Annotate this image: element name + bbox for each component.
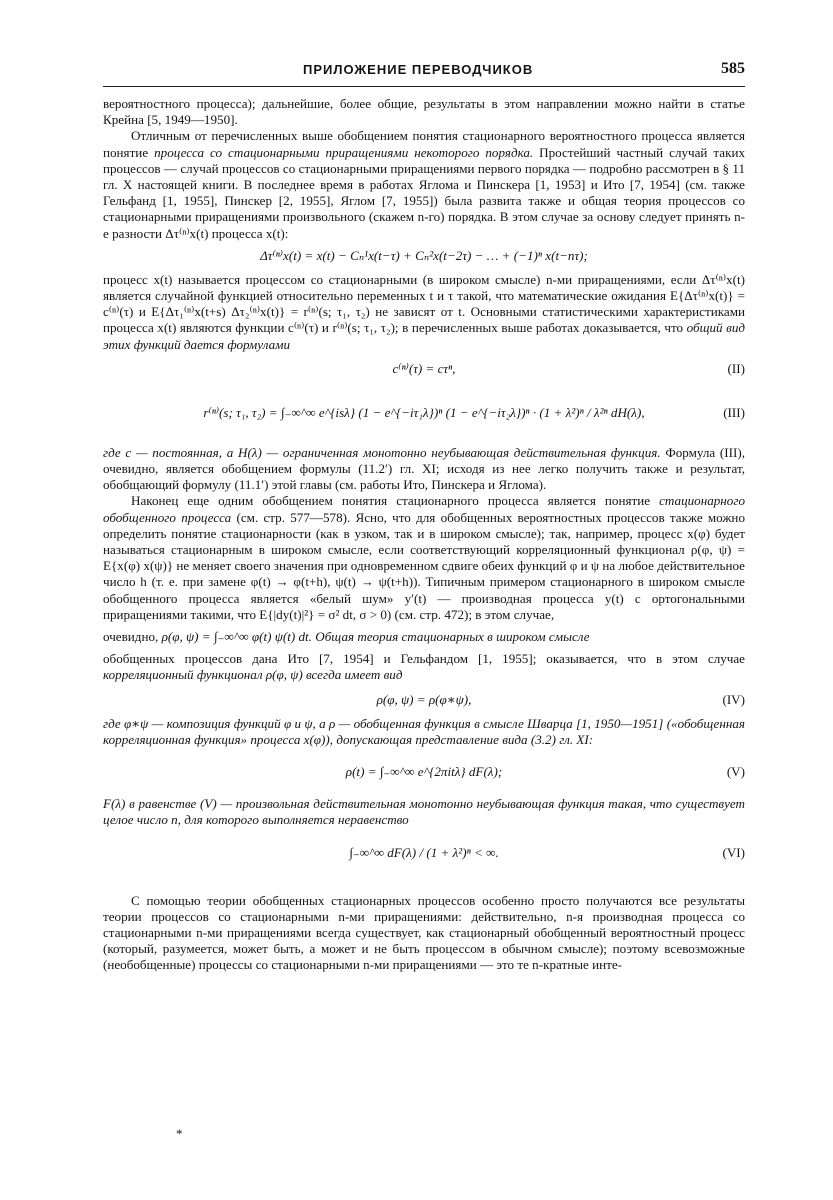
spacer	[103, 877, 745, 893]
paragraph-3-text: процесс x(t) называется процессом со стационарными (в широком смысле) n-ми приращениями, если Δτ⁽ⁿ⁾x(t) является случайной функцией относительно переменных t и τ такой, что математические ожидания E{Δτ⁽ⁿ⁾x(t)} = c⁽ⁿ⁾(τ) и E{Δτ₁⁽ⁿ⁾x(t+s) Δτ₂⁽ⁿ⁾x(t)} = r⁽ⁿ⁾(s; τ₁, τ₂) не зависят от t. Основными статистическими характеристиками процесса x(t) являются функции c⁽ⁿ⁾(τ) и r⁽ⁿ⁾(s; τ₁, τ₂); в перечисленных выше работах доказывается, что	[103, 271, 745, 336]
paragraph-5-inline-line	[103, 629, 745, 645]
paragraph-5-evidently: очевидно,	[103, 629, 159, 645]
paragraph-5-start: Наконец еще одним обобщением понятия стационарного процесса является понятие	[131, 493, 651, 509]
formula-v-row	[103, 752, 745, 792]
footer-mark: *	[176, 1126, 183, 1141]
paragraph-4	[103, 445, 745, 494]
formula-vi-row	[103, 833, 745, 873]
paragraph-5-body: (см. стр. 577—578). Ясно, что для обобщенных вероятностных процессов также можно определить понятие стационарности (как в узком, так и в широком смысле); так, например, процесс x(φ) будет называться стационарным в широком смысле, если соответствующий корреляционный функционал ρ(φ, ψ) = E{x(φ) x(ψ)} не меняет своего значения при одновременном сдвиге обеих функций φ и ψ на любое действительное число h (т. е. при замене φ(t) → φ(t+h), ψ(t) → ψ(t+h)). Типичным примером стационарного в широком смысле обобщенного процесса является «белый шум» y′(t) — производная процесса y(t) с ортогональными приращениями такими, что E{|dy(t)|²} = σ² dt, σ > 0) (см. стр. 472); в этом случае,	[103, 509, 745, 622]
paragraph-2-start: Отличным от перечисленных выше обобщением понятия стационарного вероятностного процесса является понятие	[103, 128, 745, 160]
formula-iv-row	[103, 688, 745, 712]
paragraph-4-emphasis: где c — постоянная, а H(λ) — ограниченная монотонно неубывающая действительная функция.	[103, 444, 661, 460]
equation-number-iii: (III)	[723, 404, 745, 420]
formula-v: ρ(t) = ∫₋∞^∞ e^{2πitλ} dF(λ);	[345, 764, 503, 780]
paragraph-5-emphasis-2: Общая теория стационарных в широком смысле	[315, 629, 590, 645]
paragraph-5-emphasis: стационарного обобщенного процесса	[103, 493, 745, 525]
paragraph-2	[103, 128, 745, 241]
paragraph-3	[103, 272, 745, 353]
paragraph-5-tail: обобщенных процессов дана Ито [7, 1954] и Гельфандом [1, 1955]; оказывается, что в этом случае	[103, 651, 745, 667]
formula-difference: Δτ⁽ⁿ⁾x(t) = x(t) − Cₙ¹x(t−τ) + Cₙ²x(t−2τ) − … + (−1)ⁿ x(t−nτ);	[260, 247, 588, 263]
paragraph-2-emphasis: процесса со стационарными приращениями некоторого порядка.	[154, 144, 534, 160]
paragraph-8: С помощью теории обобщенных стационарных процессов особенно просто получаются все результаты теории процессов со стационарными n-ми приращениями: действительно, n-я производная процесса со стационарными n-ми приращениями всегда существует, как стационарный обобщенный вероятностный процесс (который, разумеется, может быть, а может и не быть процессом в обычном смысле); поэтому всевозможные (необобщенные) процессы со стационарными n-ми приращениями — это те n-кратные инте-	[103, 892, 745, 973]
formula-iii: r⁽ⁿ⁾(s; τ₁, τ₂) = ∫₋∞^∞ e^{isλ} (1 − e^{−iτ₁λ})ⁿ (1 − e^{−iτ₂λ})ⁿ · (1 + λ²)ⁿ / λ²ⁿ dH(λ),	[203, 404, 645, 420]
main-text	[103, 96, 745, 974]
paragraph-1: вероятностного процесса); дальнейшие, более общие, результаты в этом направлении можно найти в статье Крейна [5, 1949—1950].	[103, 96, 745, 128]
paragraph-6: где φ∗ψ — композиция функций φ и ψ, а ρ — обобщенная функция в смысле Шварца [1, 1950—1951] («обобщенная корреляционная функция» процесса x(φ)), допускающая представление вида (3.2) гл. XI:	[103, 715, 745, 747]
page-number: 585	[721, 60, 745, 77]
running-header	[103, 60, 745, 87]
equation-number-iv: (IV)	[722, 691, 745, 707]
paragraph-5-end	[103, 651, 745, 683]
paragraph-3-emphasis: общий вид этих функций дается формулами	[103, 320, 745, 352]
paragraph-4-text: Формула (III), очевидно, является обобщением формулы (11.2′) гл. XI; исходя из нее легко получить также и результат, обобщающий формулу (11.1′) этой главы (см. работы Ито, Пинскера и Яглома).	[103, 444, 745, 493]
formula-iv: ρ(φ, ψ) = ρ(φ∗ψ),	[376, 691, 472, 707]
equation-number-vi: (VI)	[722, 844, 745, 860]
equation-number-v: (V)	[726, 764, 745, 780]
running-title: ПРИЛОЖЕНИЕ ПЕРЕВОДЧИКОВ	[303, 62, 534, 77]
formula-ii: c⁽ⁿ⁾(τ) = cτⁿ,	[392, 360, 456, 376]
formula-vi: ∫₋∞^∞ dF(λ) / (1 + λ²)ⁿ < ∞.	[349, 844, 499, 860]
paragraph-7: F(λ) в равенстве (V) — произвольная действительная монотонно неубывающая функция такая, что существует целое число n, для которого выполняется неравенство	[103, 796, 745, 828]
paragraph-2-rest: Простейший частный случай таких процессов — случай процессов со стационарными приращениями первого порядка — подробно рассмотрен в § 11 гл. X настоящей книги. В последнее время в работах Яглома и Пинскера [1, 1953] и Ито [7, 1954] (см. также Гельфанд [1, 1955], Пинскер [2, 1955], Яглом [7, 1955]) была развита также и общая теория процессов со стационарными приращениями произвольного (скажем n-го) порядка. В этом случае за основу следует принять n-е разности Δτ⁽ⁿ⁾x(t) процесса x(t):	[103, 144, 746, 241]
equation-number-ii: (II)	[727, 360, 745, 376]
paragraph-5	[103, 493, 745, 623]
paragraph-5-emphasis-3: корреляционный функционал ρ(φ, ψ) всегда имеет вид	[103, 667, 403, 683]
formula-ii-row	[103, 357, 745, 381]
formula-inline-rho: ρ(φ, ψ) = ∫₋∞^∞ φ(t) ψ(t) dt.	[161, 629, 312, 645]
formula-iii-row	[103, 385, 745, 441]
